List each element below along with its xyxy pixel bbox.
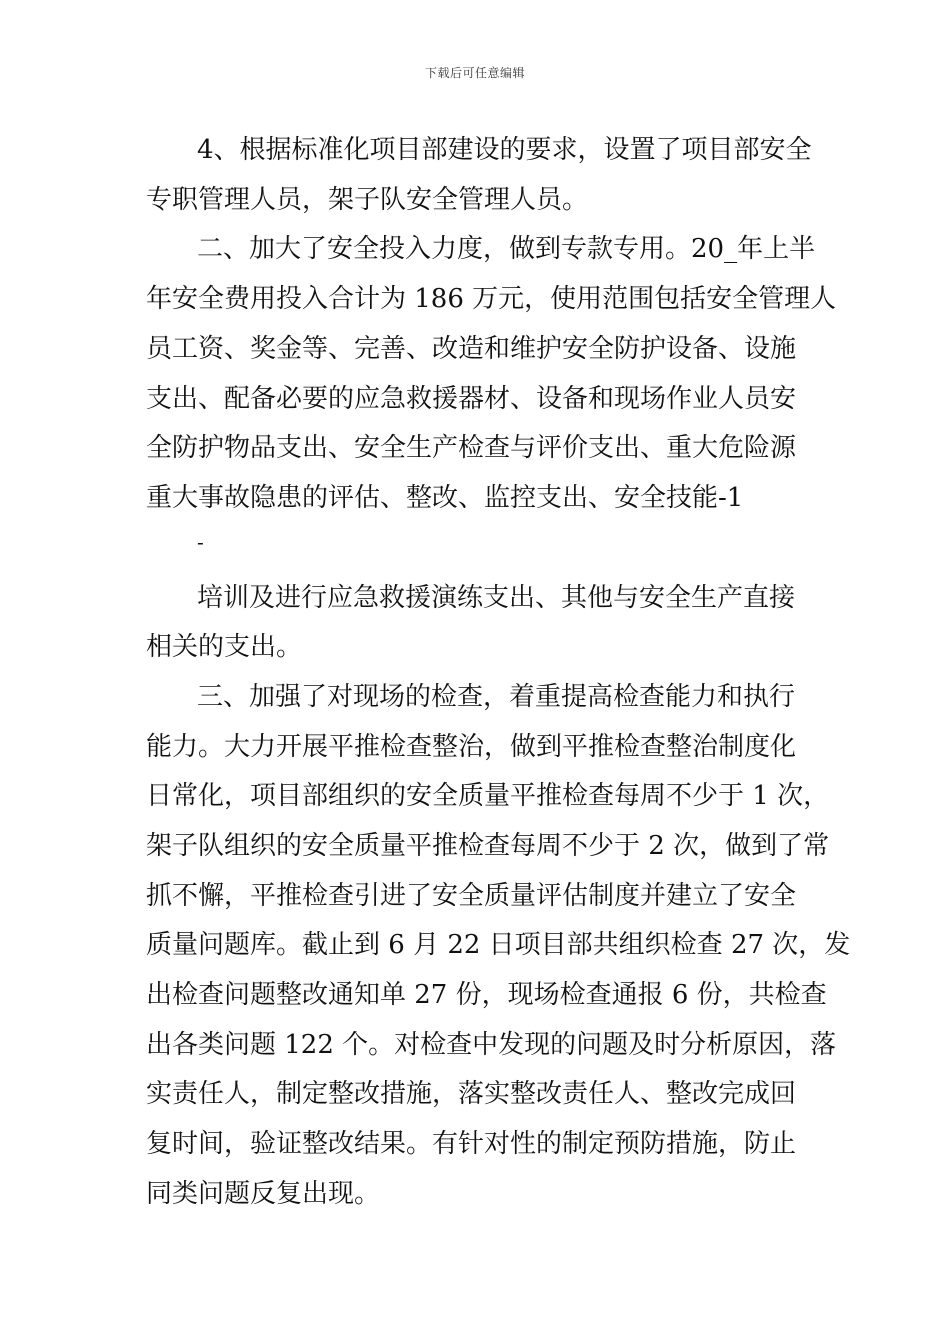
page-number-dash: - — [197, 530, 204, 554]
text-line: 复时间，验证整改结果。有针对性的制定预防措施，防止 — [146, 1129, 797, 1159]
text-line: 出检查问题整改通知单 27 份，现场检查通报 6 份，共检查 — [146, 980, 827, 1010]
text-line: 培训及进行应急救援演练支出、其他与安全生产直接 — [197, 583, 796, 613]
text-line: 质量问题库。截止到 6 月 22 日项目部共组织检查 27 次，发 — [146, 930, 851, 960]
text-line: 二、加大了安全投入力度，做到专款专用。20_年上半 — [197, 234, 816, 264]
text-line: 全防护物品支出、安全生产检查与评价支出、重大危险源 — [146, 433, 797, 463]
page-header: 下载后可任意编辑 — [424, 66, 525, 80]
text-line: 重大事故隐患的评估、整改、监控支出、安全技能-1 — [146, 483, 744, 513]
text-line: 支出、配备必要的应急救援器材、设备和现场作业人员安 — [146, 384, 797, 414]
text-line: 出各类问题 122 个。对检查中发现的问题及时分析原因，落 — [146, 1030, 837, 1060]
text-line: 年安全费用投入合计为 186 万元，使用范围包括安全管理人 — [146, 284, 837, 314]
text-line: 日常化，项目部组织的安全质量平推检查每周不少于 1 次， — [146, 781, 830, 811]
text-line: 实责任人，制定整改措施，落实整改责任人、整改完成回 — [146, 1079, 797, 1109]
text-line: 专职管理人员，架子队安全管理人员。 — [146, 185, 589, 215]
text-line: 员工资、奖金等、完善、改造和维护安全防护设备、设施 — [146, 334, 797, 364]
text-line: 4、根据标准化项目部建设的要求，设置了项目部安全 — [197, 135, 812, 165]
text-line: 三、加强了对现场的检查，着重提高检查能力和执行 — [197, 682, 796, 712]
text-line: 相关的支出。 — [146, 632, 303, 662]
text-line: 同类问题反复出现。 — [146, 1179, 381, 1209]
text-line: 架子队组织的安全质量平推检查每周不少于 2 次，做到了常 — [146, 831, 830, 861]
text-line: 能力。大力开展平推检查整治，做到平推检查整治制度化 — [146, 732, 797, 762]
text-line: 抓不懈，平推检查引进了安全质量评估制度并建立了安全 — [146, 881, 797, 911]
